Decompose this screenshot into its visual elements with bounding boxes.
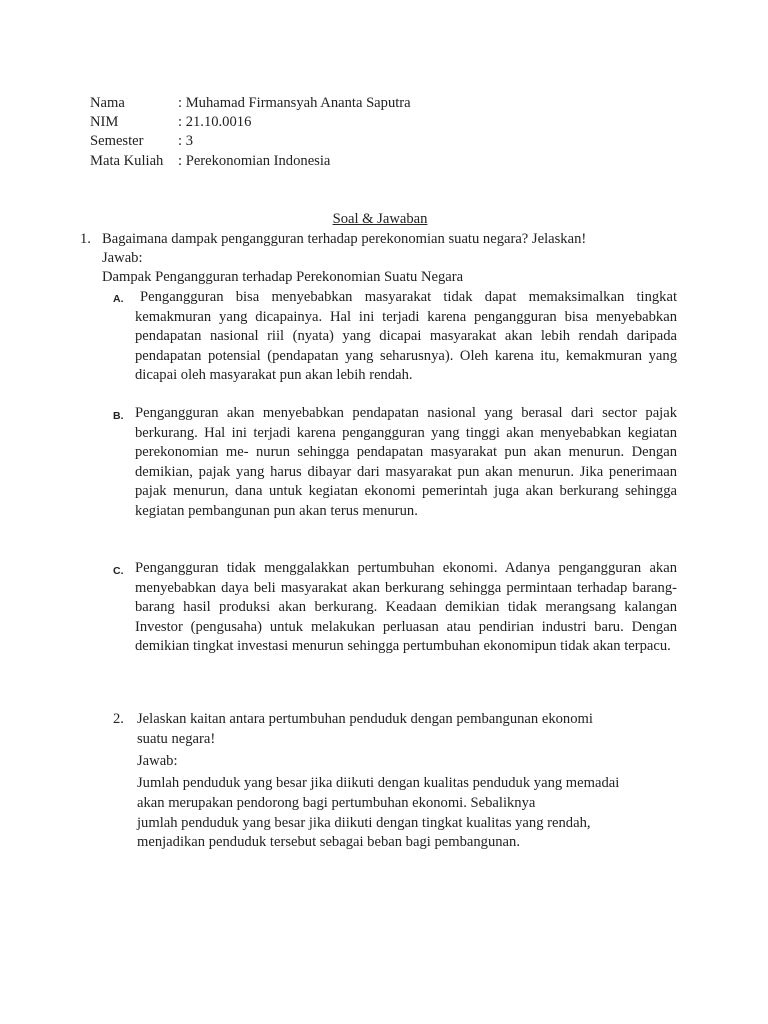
question-2-answer-line-3: jumlah penduduk yang besar jika diikuti dengan tingkat kualitas yang rendah, — [137, 815, 591, 831]
question-1-answer-label: Jawab: — [102, 250, 143, 266]
item-b-text: Pengangguran akan menyebabkan pendapatan nasional yang berasal dari sector pajak berkurang. Hal ini terjadi karena pengangguran yang tinggi akan menyebabkan kegiatan perekonomian me- nurun sehingga pendapatan masyarakat pun akan menurun. Dengan demikian, pajak yang harus dibayar dari masyarakat pun akan menurun. Jika penerimaan pajak menurun, dana untuk kegiatan ekonomi pemerintah juga akan berkurang sehingga kegiatan pembangunan pun akan terus menurun. — [135, 405, 677, 519]
section-title — [0, 210, 768, 230]
item-a-text: Pengangguran bisa menyebabkan masyarakat tidak dapat memaksimalkan tingkat kemakmuran yang dicapainya. Hal ini terjadi karena pengangguran bisa menyebabkan pendapatan nasional riil (nyata) yang dicapai masyarakat akan lebih rendah daripada pendapatan potensial (pendapatan yang seharusnya). Oleh karena itu, kemakmuran yang dicapai oleh masyarakat pun akan lebih rendah. — [135, 289, 677, 383]
identity-value-mata-kuliah: : Perekonomian Indonesia — [178, 153, 331, 169]
question-2-answer-line-2: akan merupakan pendorong bagi pertumbuhan ekonomi. Sebaliknya — [137, 795, 536, 811]
identity-label-mata-kuliah: Mata Kuliah — [90, 153, 164, 169]
identity-label-nim: NIM — [90, 114, 119, 130]
identity-label-semester: Semester — [90, 133, 144, 149]
question-2-text-line-2: suatu negara! — [137, 731, 216, 747]
item-a-marker: A. — [113, 293, 124, 305]
question-2-text-line-1: Jelaskan kaitan antara pertumbuhan penduduk dengan pembangunan ekonomi — [137, 711, 593, 727]
question-1-answer-heading: Dampak Pengangguran terhadap Perekonomian Suatu Negara — [102, 269, 464, 285]
section-title-text: Soal & Jawaban — [332, 211, 428, 227]
question-2-answer-line-1: Jumlah penduduk yang besar jika diikuti dengan kualitas penduduk yang memadai — [137, 775, 620, 791]
question-2-number: 2. — [113, 711, 124, 727]
identity-value-semester: : 3 — [178, 133, 193, 149]
item-c-text: Pengangguran tidak menggalakkan pertumbuhan ekonomi. Adanya pengangguran akan menyebabkan daya beli masyarakat akan berkurang sehingga permintaan terhadap barang-barang hasil produksi akan berkurang. Keadaan demikian tidak merangsang kalangan Investor (pengusaha) untuk melakukan perluasan atau pendirian industri baru. Dengan demikian tingkat investasi menurun sehingga pertumbuhan ekonomipun tidak akan terpacu. — [135, 560, 677, 654]
item-c-marker: C. — [113, 565, 124, 577]
identity-value-nim: : 21.10.0016 — [178, 114, 252, 130]
question-2-answer-label: Jawab: — [137, 753, 178, 769]
identity-value-nama: : Muhamad Firmansyah Ananta Saputra — [178, 95, 411, 111]
question-1-text: Bagaimana dampak pengangguran terhadap perekonomian suatu negara? Jelaskan! — [102, 231, 587, 247]
question-1-number: 1. — [80, 231, 91, 247]
question-2-answer-line-4: menjadikan penduduk tersebut sebagai beban bagi pembangunan. — [137, 834, 520, 850]
identity-label-nama: Nama — [90, 95, 125, 111]
item-b-marker: B. — [113, 410, 124, 422]
